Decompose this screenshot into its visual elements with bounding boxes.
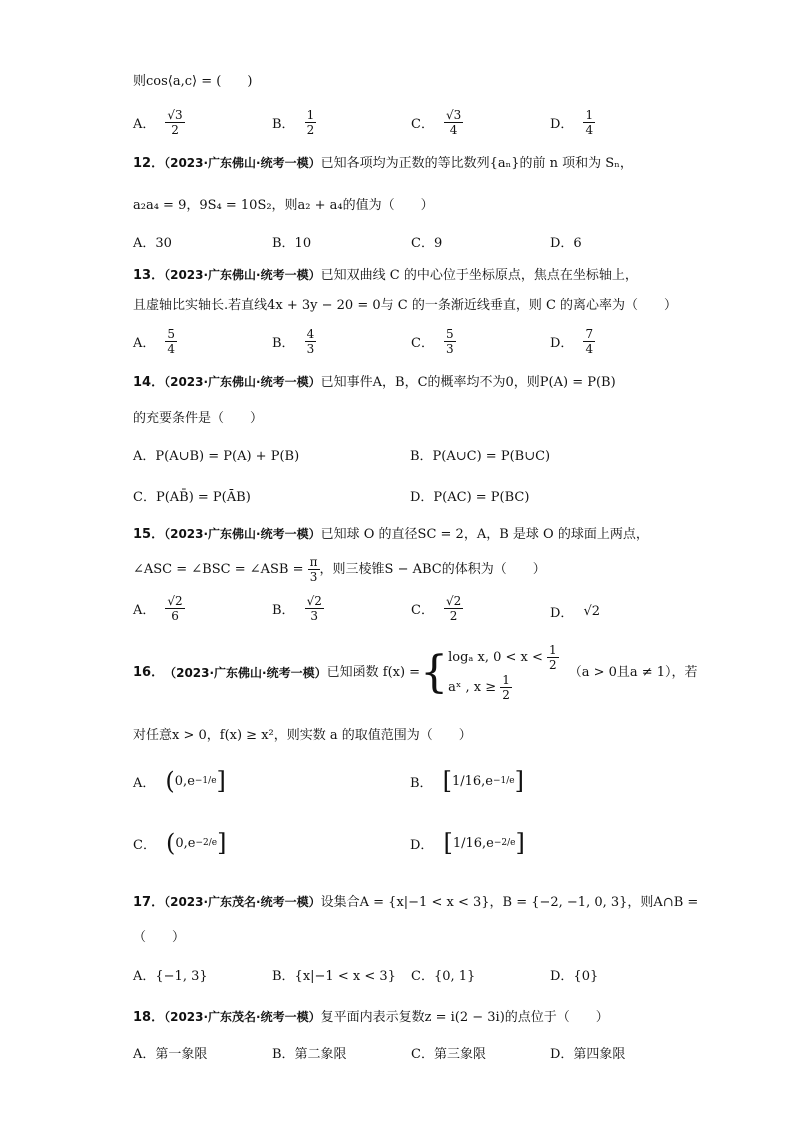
piecewise-case-1: logₐ x, 0 < x < $\frac{1}{2}$ <box>448 643 557 672</box>
q14-options-row1 <box>133 445 693 464</box>
q16-options-row2 <box>133 830 693 856</box>
q18-stem-line1: 18．（2023·广东茂名·统考一模）复平面内表示复数z = i(2 − 3i)的点位于（ ） <box>133 1010 609 1025</box>
q17-option-d: D．{0} <box>550 969 599 984</box>
q11-option-a: A． $\frac{√3}{2}$ <box>133 108 183 137</box>
q15-option-c: C． $\frac{√2}{2}$ <box>411 594 462 623</box>
q18-option-a: A．第一象限 <box>133 1047 208 1062</box>
q18-option-c: C．第三象限 <box>411 1047 486 1062</box>
q16-option-a: A． ( 0 , e −1/e ] <box>133 767 226 795</box>
q17-option-c: C．{0, 1} <box>411 969 476 984</box>
q15-option-b: B． $\frac{√2}{3}$ <box>272 594 322 623</box>
q16-stem-line2: 对任意x > 0，f(x) ≥ x²，则实数 a 的取值范围为（ ） <box>133 728 472 743</box>
q17-stem-line2: （ ） <box>133 930 186 945</box>
q12-option-c: C．9 <box>411 236 443 251</box>
q12-option-a: A．30 <box>133 236 172 251</box>
q15-option-d: D． √2 <box>550 604 600 621</box>
q15-options <box>133 594 693 623</box>
q15-option-a: A． $\frac{√2}{6}$ <box>133 594 183 623</box>
q16-options-row1 <box>133 768 693 794</box>
piecewise-cases <box>448 643 559 703</box>
q14-option-b: B．P(A∪C) = P(B∪C) <box>410 449 551 464</box>
q13-option-a: A． $\frac{5}{4}$ <box>133 327 176 356</box>
q14-option-c: C．P(AB̄) = P(ĀB) <box>133 490 251 505</box>
q14-option-a: A．P(A∪B) = P(A) + P(B) <box>133 449 300 464</box>
q15-stem-line1: 15．（2023·广东佛山·统考一模）已知球 O 的直径SC = 2，A，B 是球 O 的球面上两点， <box>133 527 649 542</box>
q16-option-d: D． [ 1/16 , e −2/e ] <box>410 829 525 857</box>
piecewise-brace: { <box>420 647 449 698</box>
q18-options <box>133 1043 693 1062</box>
q16-option-c: C． ( 0 , e −2/e ] <box>133 829 227 857</box>
q14-option-d: D．P(AC) = P(BC) <box>410 490 530 505</box>
q16-stem-line1: 16． （2023·广东佛山·统考一模） 已知函数 f(x) = { logₐ x, 0 < x < $\frac{1}{2}$ aˣ , x ≥ $\frac{1}{2}$ （a > 0且a ≠ 1），若 <box>133 643 698 702</box>
q17-options <box>133 965 693 984</box>
q18-option-b: B．第二象限 <box>272 1047 347 1062</box>
q13-options <box>133 327 693 356</box>
q17-option-a: A．{−1, 3} <box>133 969 208 984</box>
q11-option-c: C． $\frac{√3}{4}$ <box>411 108 462 137</box>
q16-option-b: B． [ 1/16 , e −1/e ] <box>410 767 524 795</box>
q14-stem-line1: 14．（2023·广东佛山·统考一模）已知事件A，B，C的概率均不为0，则P(A) = P(B) <box>133 375 616 390</box>
q13-option-b: B． $\frac{4}{3}$ <box>272 327 315 356</box>
q17-option-b: B．{x|−1 < x < 3} <box>272 969 396 984</box>
q11-stem: 则cos⟨a,c⟩ = ( ) <box>133 74 253 89</box>
q13-option-d: D． $\frac{7}{4}$ <box>550 327 594 356</box>
q17-stem-line1: 17．（2023·广东茂名·统考一模）设集合A = {x|−1 < x < 3}，B = {−2, −1, 0, 3}，则A∩B = <box>133 895 699 910</box>
q11-options <box>133 108 693 137</box>
q15-stem-line2: ∠ASC = ∠BSC = ∠ASB = $\frac{\pi}{3}$ ，则三棱锥S − ABC的体积为（ ） <box>133 555 546 584</box>
q13-option-c: C． $\frac{5}{3}$ <box>411 327 454 356</box>
q12-stem-line1: 12．（2023·广东佛山·统考一模）已知各项均为正数的等比数列{aₙ}的前 n 项和为 Sₙ， <box>133 156 633 171</box>
q12-options <box>133 232 693 251</box>
q13-stem-line2: 且虚轴比实轴长.若直线4x + 3y − 20 = 0与 C 的一条渐近线垂直，则 C 的离心率为（ ） <box>133 298 678 313</box>
q12-option-d: D．6 <box>550 236 582 251</box>
q18-option-d: D．第四象限 <box>550 1047 626 1062</box>
q14-options-row2 <box>133 486 693 505</box>
piecewise-case-2: aˣ , x ≥ $\frac{1}{2}$ <box>448 673 510 702</box>
q12-option-b: B．10 <box>272 236 312 251</box>
q14-stem-line2: 的充要条件是（ ） <box>133 411 264 426</box>
q11-option-d: D． $\frac{1}{4}$ <box>550 108 594 137</box>
q11-option-b: B． $\frac{1}{2}$ <box>272 108 315 137</box>
q12-stem-line2: a₂a₄ = 9，9S₄ = 10S₂，则a₂ + a₄的值为（ ） <box>133 198 434 213</box>
q13-stem-line1: 13．（2023·广东佛山·统考一模）已知双曲线 C 的中心位于坐标原点，焦点在坐标轴上， <box>133 268 638 283</box>
